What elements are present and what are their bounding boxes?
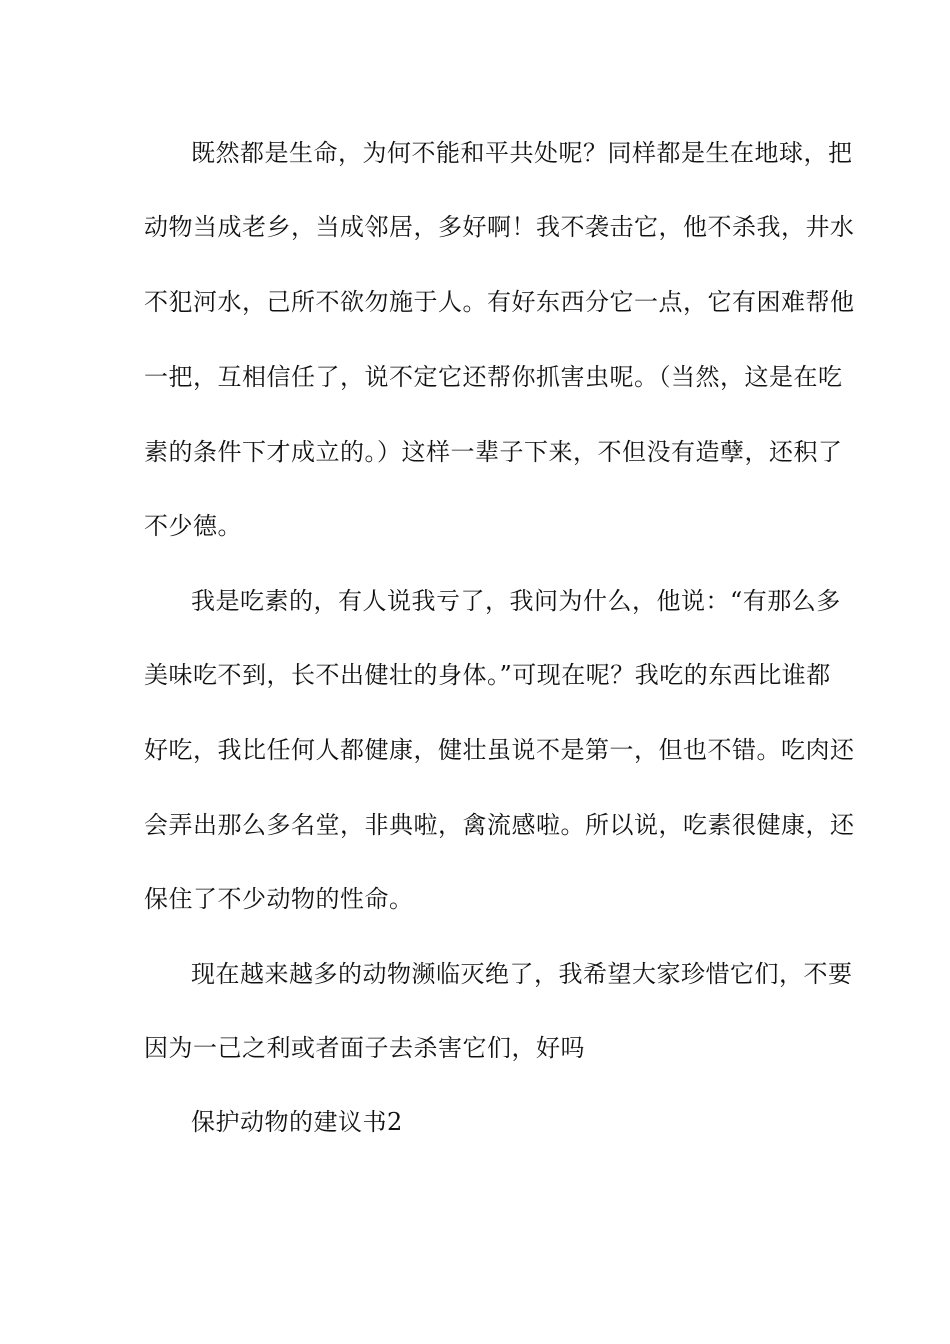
paragraph-1-line-4: 一把，互相信任了，说不定它还帮你抓害虫呢。（当然，这是在吃 [144, 363, 843, 391]
paragraph-3-line-2: 因为一己之利或者面子去杀害它们，好吗 [144, 1034, 585, 1062]
paragraph-2-line-1: 我是吃素的，有人说我亏了，我问为什么，他说：“有那么多 [191, 587, 841, 615]
paragraph-2-line-4: 会弄出那么多名堂，非典啦，禽流感啦。所以说，吃素很健康，还 [144, 811, 855, 839]
paragraph-2-line-3: 好吃，我比任何人都健康，健壮虽说不是第一，但也不错。吃肉还 [144, 736, 855, 764]
paragraph-2-line-2: 美味吃不到，长不出健壮的身体。”可现在呢？我吃的东西比谁都 [144, 661, 831, 689]
paragraph-1-line-2: 动物当成老乡，当成邻居，多好啊！我不袭击它，他不杀我，井水 [144, 213, 855, 241]
paragraph-3-line-1: 现在越来越多的动物濒临灭绝了，我希望大家珍惜它们，不要 [191, 960, 853, 988]
section-heading: 保护动物的建议书2 [191, 1108, 403, 1136]
paragraph-1-line-3: 不犯河水，己所不欲勿施于人。有好东西分它一点，它有困难帮他 [144, 288, 855, 316]
paragraph-1-line-1: 既然都是生命，为何不能和平共处呢？同样都是生在地球，把 [191, 139, 853, 167]
paragraph-1-line-5: 素的条件下才成立的。）这样一辈子下来，不但没有造孽，还积了 [144, 438, 843, 466]
paragraph-1-line-6: 不少德。 [144, 512, 242, 540]
paragraph-2-line-5: 保住了不少动物的性命。 [144, 885, 414, 913]
